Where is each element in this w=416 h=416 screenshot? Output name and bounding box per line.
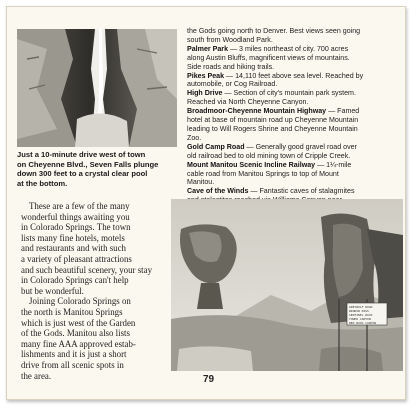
caption-line: at the bottom. [17,178,68,188]
attraction-text: — 3 miles northeast of city. 700 acres [228,44,349,53]
attraction-text: leading to Will Rogers Shrine and Cheyenne Mountain [187,124,358,133]
attraction-text: Side roads and hiking trails. [187,62,275,71]
listing-line: south from Woodland Park. [187,35,273,44]
attraction-text: old railroad bed to old mining town of Cripple Creek. [187,151,351,160]
attraction-line [187,98,403,107]
attraction-line [187,72,403,81]
attraction-line [187,152,403,161]
attraction-line [187,107,403,116]
intro-line: the area. [21,370,52,381]
intro-line: a variety of pleasant attractions [21,253,132,264]
intro-line: in Colorado Springs. The town [21,222,131,233]
brochure-page [6,6,406,400]
attraction-name: Pikes Peak [187,71,225,80]
attraction-line [187,80,403,89]
caption-line: down 300 feet to a crystal clear pool [17,169,148,179]
attraction-text: — Section of city's mountain park system. [222,89,356,98]
attraction-text: — Fantastic caves of stalagmites [248,187,355,196]
attraction-line [187,161,403,170]
attraction-text: Reached via North Cheyenne Canyon. [187,98,309,107]
attraction-text: automobile, or Cog Railroad. [187,80,278,89]
attractions-list [187,45,403,223]
page-number: 79 [203,374,215,385]
intro-paragraph [21,201,171,381]
attraction-line [187,89,403,98]
attraction-name: High Drive [187,89,223,98]
intro-line: lishments and it is just a short [21,349,127,360]
intro-line: wonderful things awaiting you [21,211,130,222]
sign-line: RED ROCK CANYON [349,321,377,325]
attraction-text: Zoo. [187,133,202,142]
attraction-text: — 14,110 feet above sea level. Reached by [224,71,364,80]
attraction-name: Mount Manitou Scenic Incline Railway [187,160,316,169]
intro-line: and such beautiful scenery, your stay [21,264,153,275]
attraction-text: cable road from Manitou Springs to top of Mount [187,169,339,178]
attraction-line [187,45,403,54]
intro-line: lists many fine hotels, motels [21,232,125,243]
attraction-text: — 1¼-mile [315,160,352,169]
attraction-text: — Generally good gravel road over [244,142,357,151]
attraction-line [187,134,403,143]
intro-line: many fine AAA approved estab- [21,338,136,349]
attraction-line [187,187,403,196]
attraction-name: Gold Camp Road [187,142,245,151]
attraction-line [187,170,403,179]
intro-line: drive from all scenic spots in [21,359,124,370]
attractions-listing [187,27,403,223]
attraction-line [187,143,403,152]
attraction-line [187,125,403,134]
intro-line: which is just west of the Garden [21,317,136,328]
attraction-name: Broadmoor-Cheyenne Mountain Highway [187,107,327,116]
intro-line: of the Gods. Manitou also lists [21,328,130,339]
sign-line: TOWER CANYON [349,317,371,321]
sign-line: SENTINEL ROCK [349,313,373,317]
photo-caption [17,150,179,188]
intro-line: and restaurants and with such [21,243,126,254]
attraction-line [187,116,403,125]
caption-line: Just a 10-minute drive west of town [17,150,146,159]
sign-line: WINDOW PASS [349,309,369,313]
intro-line: in Colorado Springs can't help [21,275,129,286]
seven-falls-photo [17,29,177,147]
attraction-text: along Austin Bluffs, magnificent views of mountains. [187,53,350,62]
attraction-line [187,54,403,63]
attraction-line [187,63,403,72]
attraction-text: Manitou. [187,178,215,187]
balanced-rock-photo [171,199,403,371]
intro-line: These are a few of the many [29,201,130,211]
intro-line: but be wonderful. [21,285,84,296]
attraction-name: Cave of the Winds [187,187,249,196]
caption-line: on Cheyenne Blvd., Seven Falls plunge [17,159,159,169]
sign-line: GREYWOLF ROAD [349,305,373,309]
attraction-text: — Famed [326,107,360,116]
attraction-line [187,178,403,187]
listing-line: the Gods going north to Denver. Best views seen going [187,27,361,35]
intro-line: Joining Colorado Springs on [29,296,131,307]
intro-line: the north is Manitou Springs [21,306,123,317]
attraction-name: Palmer Park [187,44,229,53]
attraction-text: hotel at base of mountain road up Cheyenne Mountain [187,116,359,125]
